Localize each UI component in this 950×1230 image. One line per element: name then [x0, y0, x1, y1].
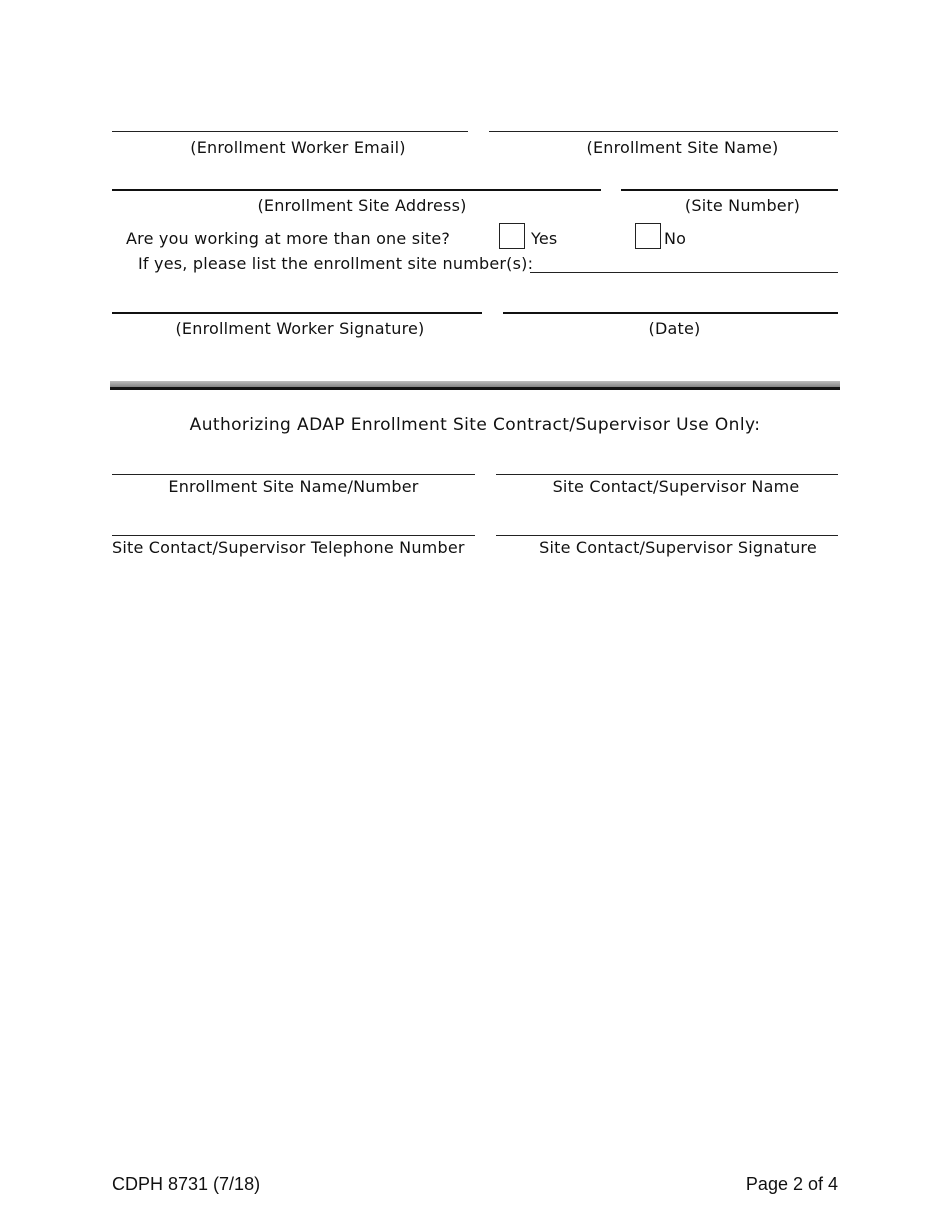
- enrollment-worker-signature-label: (Enrollment Worker Signature): [175, 319, 425, 338]
- supervisor-section-heading: Authorizing ADAP Enrollment Site Contract/Supervisor Use Only:: [189, 415, 761, 435]
- site-contact-signature-label: Site Contact/Supervisor Signature: [539, 538, 817, 557]
- site-contact-signature-field[interactable]: [496, 535, 838, 536]
- site-numbers-field[interactable]: [530, 272, 838, 273]
- site-number-label: (Site Number): [684, 196, 801, 215]
- site-contact-name-field[interactable]: [496, 474, 838, 475]
- site-number-field[interactable]: [621, 189, 838, 191]
- site-contact-telephone-field[interactable]: [112, 535, 475, 536]
- form-id: CDPH 8731 (7/18): [112, 1174, 261, 1194]
- no-checkbox-label: No: [664, 229, 687, 248]
- date-field[interactable]: [503, 312, 838, 314]
- enrollment-site-name-label: (Enrollment Site Name): [586, 138, 779, 157]
- enrollment-site-name-field[interactable]: [489, 131, 838, 132]
- yes-checkbox[interactable]: [499, 223, 525, 249]
- multi-site-question: Are you working at more than one site?: [126, 229, 451, 248]
- yes-checkbox-label: Yes: [531, 229, 558, 248]
- enrollment-worker-signature-field[interactable]: [112, 312, 482, 314]
- section-divider: [110, 381, 840, 391]
- enrollment-worker-email-label: (Enrollment Worker Email): [190, 138, 406, 157]
- date-label: (Date): [648, 319, 701, 338]
- enrollment-site-name-number-field[interactable]: [112, 474, 475, 475]
- enrollment-site-address-field[interactable]: [112, 189, 601, 191]
- enrollment-worker-email-field[interactable]: [112, 131, 468, 132]
- enrollment-site-address-label: (Enrollment Site Address): [257, 196, 467, 215]
- page-number: Page 2 of 4: [745, 1174, 838, 1194]
- site-contact-telephone-label: Site Contact/Supervisor Telephone Number: [112, 538, 465, 557]
- no-checkbox[interactable]: [635, 223, 661, 249]
- list-sites-prompt: If yes, please list the enrollment site number(s):: [138, 254, 534, 273]
- enrollment-site-name-number-label: Enrollment Site Name/Number: [168, 477, 419, 496]
- site-contact-name-label: Site Contact/Supervisor Name: [552, 477, 800, 496]
